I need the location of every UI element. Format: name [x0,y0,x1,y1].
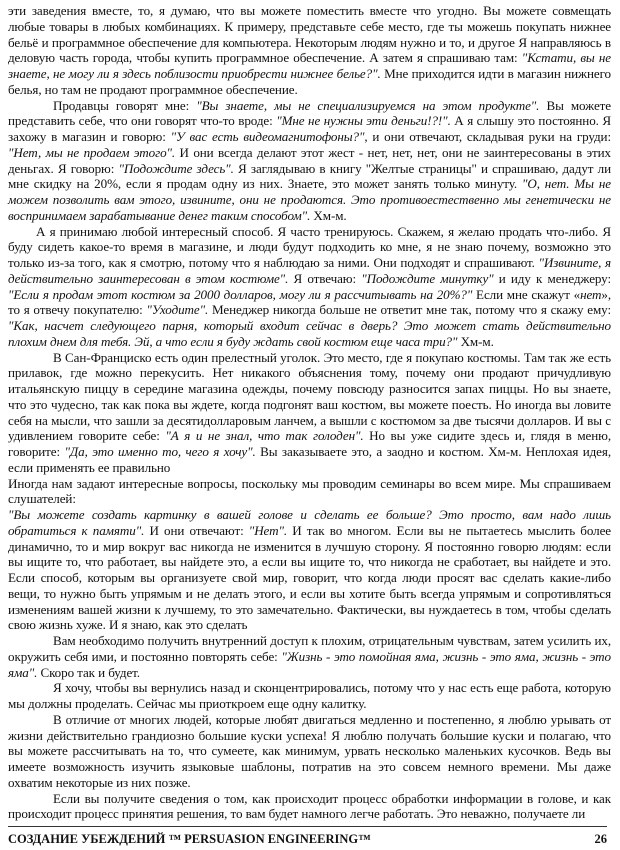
paragraph [8,98,611,224]
text-run: Я хочу, чтобы вы вернулись назад и сконцентрировались, потому что у нас есть еще работа, которую мы должны проделать. Сейчас мы приоткроем еще одну калитку. [8,680,611,711]
italic-quote: нет [580,286,602,302]
text-run: В Сан-Франциско есть один прелестный уголок. Это место, где я покупаю костюмы. Там так же есть прилавок, где можно перекусить. Нет никакого объяснения тому, почему они продают причудливую итальянскую пиццу в середине магазина одежды, почему повсюду разносится запах пиццы. Но вы знаете, что это чудесно, так как пока вы ждете, когда подгонят ваш костюм, вы можете поесть. Но иногда вы ловите себя на мысли, что зашли за десятидолларовым ланчем, а вышли с костюмом за две тысячи долларов. И вы с удивлением говорите себе: [8,349,611,444]
italic-quote: "Если я продам этот костюм за 2000 долларов, могу ли я рассчитывать на 20%?" [8,286,473,302]
text-run: Скоро так и будет. [37,664,140,680]
footer-title: СОЗДАНИЕ УБЕЖДЕНИЙ ™ PERSUASION ENGINEERING™ [8,832,371,846]
text-run: А я принимаю любой интересный способ. Я часто тренируюсь. Скажем, я желаю продать что-либо. Я буду сидеть какое-то время в магазине, и люди будут подходить ко мне, я не знаю почему, возможно это только из-за того, как я смотрю, потому что я наблюдаю за ними. Они подходят и спрашивают. [8,223,611,270]
text-run: И так во многом. Если вы не пытаетесь мыслить более динамично, то и мир вокруг вас никогда не изменится в лучшую сторону. Я постоянно говорю людям: если вы ищите то, что работает, вы найдете это, а если вы ищите то, что никогда не сработает, вы найдете и это. Если способ, которым вы организуете свой мир, говорит, что когда люди просят вас сделать какие-либо вещи, то нужно быть упрямым и не делать этого, и если вы хотите быть всегда упрямым и сопротивляться изменениям вашей жизни к лучшему, то это замечательно. Фактически, вы нуждаетесь в том, чтобы сделать свою жизнь хуже. И я знаю, как это сделать [8,522,611,633]
text-run: И они всегда делают этот жест - нет, нет, нет, они не заинтересованы в этих деньгах. Я говорю: [8,144,611,176]
italic-quote: "Как, насчет следующего парня, который входит сейчас в дверь? Это может стать действительно плохим днем для тебя. Эй, а что если я буду ждать свой костюм еще часа три?" [8,318,611,349]
paragraph [8,350,611,476]
text-run: Я отвечаю: [288,270,362,286]
page-footer [8,826,607,847]
text-run: Вы можете представить себе, что они говорят что-то вроде: [8,97,612,129]
paragraph [8,224,611,350]
text-run: Хм-м. [310,207,347,223]
text-run: И они отвечают: [144,522,249,538]
text-run: Вы заказываете это, а заодно и костюм. Хм-м. Неплохая идея, если применять ее правильно [8,444,611,475]
italic-quote: "Жизнь - это помойная яма, жизнь - это яма, жизнь - это яма". [8,648,611,680]
italic-quote: "У вас есть видеомагнитофоны?" [170,129,365,144]
text-run: и иду к менеджеру: [493,270,611,286]
text-run: А я слышу это постоянно. Я захожу в магазин и говорю: [8,113,611,144]
body-text [8,3,611,822]
text-run: , и они отвечают, складывая руки на груди: [364,129,611,144]
text-run: Менеджер никогда больше не ответит мне так, потому что я скажу ему: [208,302,611,318]
italic-quote: "Вы можете создать картинку в вашей голове и сделать ее больше? Это просто, вам надо лишь обратиться к памяти". [8,507,611,538]
italic-quote: "А я и не знал, что так голоден". [165,428,364,444]
page-number: 26 [594,832,607,846]
text-run: Хм-м. [457,333,494,349]
text-run: Вам необходимо получить внутренний доступ к плохим, отрицательным чувствам, затем усилить их, окружить себя ими, и постоянно повторять себе: [8,633,611,664]
italic-quote: "Нет". [248,522,288,538]
italic-quote: "Извините, я действительно заинтересован в этом костюме". [8,255,611,286]
text-run: Продавцы говорят мне: [53,97,197,113]
text-run: Если мне скажут « [472,286,581,302]
text-run: Мне приходится идти в магазин нижнего белья, но там не продают программное обеспечение. [8,66,611,97]
italic-quote: "Мне не нужны эти деньги!?!". [276,113,451,129]
text-run: Я заглядываю в книгу "Желтые страницы" и спрашиваю, дадут ли мне скидку на 20%, если я продам одну из них. Знаете, это может занять только минуту. [8,160,611,192]
italic-quote: "Кстати, вы не знаете, не могу ли я здесь поблизости приобрести нижнее белье?". [8,50,612,81]
paragraph [8,633,611,680]
text-run: », то я отвечу покупателю: [8,286,611,318]
italic-quote: "О, нет. Мы не можем позволить вам этого, извините, они не продаются. Это противоестественно мы генетически не воспринимаем зарабатывание денег таким способом". [8,176,611,223]
paragraph [8,3,611,98]
paragraph [8,476,611,508]
text-run: Но вы уже сидите здесь и, глядя в меню, говорите: [8,428,611,459]
paragraph [8,712,611,791]
italic-quote: "Нет, мы не продаем этого". [8,144,176,160]
paragraph [8,791,611,823]
italic-quote: "Подождите минутку" [361,270,494,286]
italic-quote: "Вы знаете, мы не специализируемся на этом продукте". [196,97,540,113]
text-run: Иногда нам задают интересные вопросы, поскольку мы проводим семинары во всем мире. Мы спрашиваем слушателей: [8,475,611,507]
text-run: Если вы получите сведения о том, как происходит процесс обработки информации в голове, и как происходит процесс принятия решения, то вам будет намного легче работать. Это неважно, получаете ли [8,790,611,822]
text-run: эти заведения вместе, то, я думаю, что вы можете поместить вместе что угодно. Вы можете совмещать любые товары в любых комбинациях. К примеру, представьте себе место, где ты можешь покупать нижнее бельё и программное обеспечение для компьютера. Некоторым людям нужно и то, и другое Я направляюсь в деловую часть города, чтобы купить программное обеспечение. А затем я спрашиваю там: [8,3,611,66]
italic-quote: "Да, это именно то, чего я хочу". [64,444,256,459]
paragraph [8,680,611,712]
italic-quote: "Подождите здесь". [118,160,234,176]
text-run: В отличие от многих людей, которые любят двигаться медленно и постепенно, я люблю урывать от жизни действительно грандиозно большие куски успеха! Я люблю получать большие куски и полагаю, что вы можете рассчитывать на то, что сумеете, как минимум, урвать несколько маленьких кусочков. Ведь вы имеете возможность изучить языковые шаблоны, потратив на это совсем немного времени. Мы даже охватим некоторые из них позже. [8,711,611,790]
italic-quote: "Уходите". [146,302,209,318]
paragraph [8,507,611,633]
